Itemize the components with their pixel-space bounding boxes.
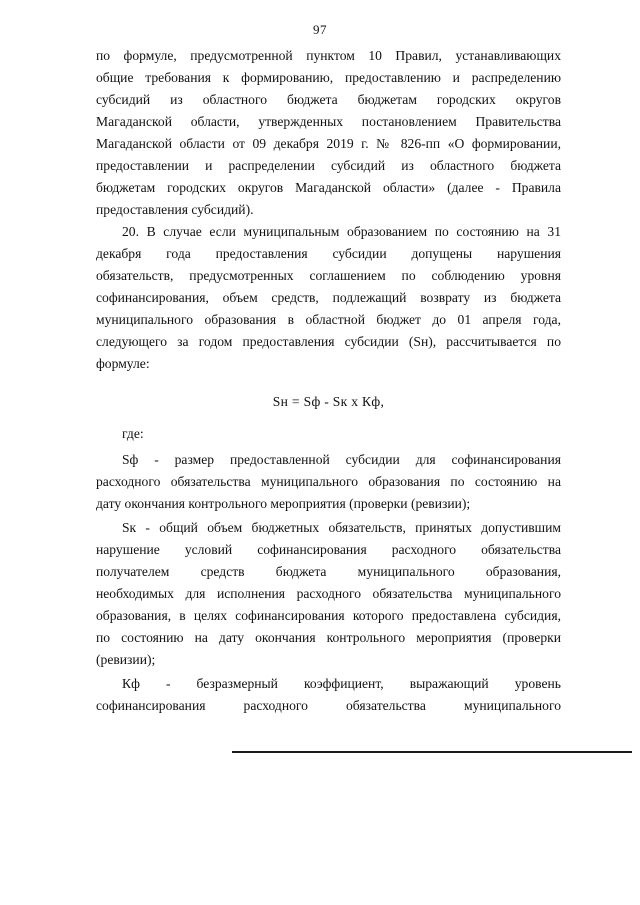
text-line: Магаданской области от 09 декабря 2019 г. № 826-пп «О формировании, [96, 136, 561, 151]
text-line: Sф - размер предоставленной субсидии для софинансирования [122, 452, 561, 467]
definition-sk [96, 517, 561, 671]
text-line: формуле: [96, 356, 150, 371]
text-line: следующего за годом предоставления субсидии (Sн), рассчитывается по [96, 334, 561, 349]
text-line: бюджетам городских округов Магаданской области» (далее - Правила [96, 180, 561, 195]
text-line: получателем средств бюджета муниципального образования, [96, 564, 561, 579]
text-line: муниципального образования в областной бюджет до 01 апреля года, [96, 312, 561, 327]
horizontal-rule [232, 751, 632, 753]
text-line: необходимых для исполнения расходного обязательства муниципального [96, 586, 561, 601]
text-line: софинансирования расходного обязательства муниципального [96, 698, 561, 713]
text-line: предоставления субсидий). [96, 202, 254, 217]
formula: Sн = Sф - Sк x Кф, [272, 394, 385, 409]
text-line: дату окончания контрольного мероприятия (проверки (ревизии); [96, 496, 471, 511]
paragraph-20 [96, 221, 561, 375]
text-line: Магаданской области, утвержденных постановлением Правительства [96, 114, 561, 129]
text-line: 20. В случае если муниципальным образованием по состоянию на 31 [122, 224, 561, 239]
text-line: общие требования к формированию, предоставлению и распределению [96, 70, 561, 85]
text-line: образования, в целях софинансирования которого предоставлена субсидия, [96, 608, 561, 623]
text-line: Sк - общий объем бюджетных обязательств, принятых допустившим [122, 520, 561, 535]
definition-kf [96, 673, 561, 717]
where-label: где: [122, 426, 144, 441]
text-line: предоставлении и распределении субсидий из областного бюджета [96, 158, 561, 173]
text-line: Кф - безразмерный коэффициент, выражающий уровень [122, 676, 561, 691]
text-line: (ревизии); [96, 652, 156, 667]
text-line: нарушение условий софинансирования расходного обязательства [96, 542, 561, 557]
text-line: по состоянию на дату окончания контрольного мероприятия (проверки [96, 630, 561, 645]
definition-sf [96, 449, 561, 515]
text-line: декабря года предоставления субсидии допущены нарушения [96, 246, 561, 261]
text-line: софинансирования, объем средств, подлежащий возврату из бюджета [96, 290, 561, 305]
text-line: обязательств, предусмотренных соглашением по соблюдению уровня [96, 268, 561, 283]
continuation-paragraph [96, 45, 561, 221]
document-body [96, 45, 561, 717]
text-line: расходного обязательства муниципального образования по состоянию на [96, 474, 561, 489]
text-line: субсидий из областного бюджета бюджетам городских округов [96, 92, 561, 107]
page-number: 97 [313, 22, 327, 37]
text-line: по формуле, предусмотренной пунктом 10 Правил, устанавливающих [96, 48, 561, 63]
